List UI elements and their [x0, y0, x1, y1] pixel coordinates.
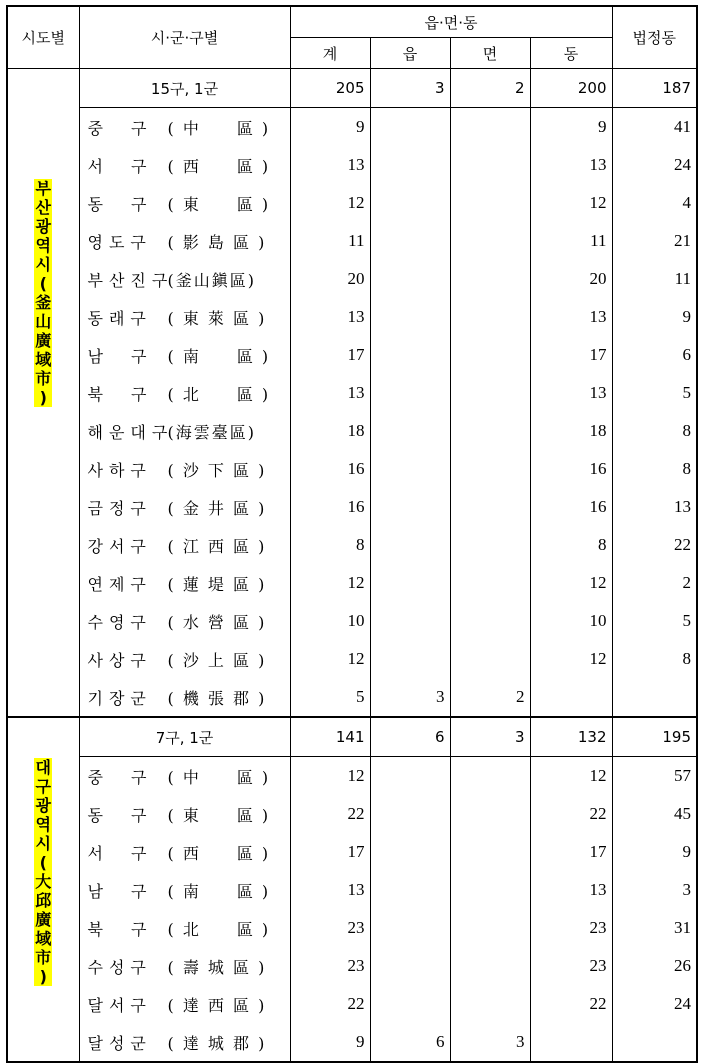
header-beopjeongdong: 법정동 — [612, 6, 697, 69]
cell-dong: 11 — [530, 222, 612, 260]
cell-myeon — [450, 298, 530, 336]
district-name-korean: 서 구 — [87, 843, 153, 863]
region-label-char: ( — [34, 853, 52, 872]
cell-dong: 13 — [530, 374, 612, 412]
region-label-char: ) — [34, 967, 52, 986]
summary-name: 7구, 1군 — [79, 717, 290, 757]
region-label-char: 市 — [35, 369, 52, 388]
district-name-korean: 수성구 — [87, 957, 152, 977]
district-name — [79, 909, 290, 947]
district-name-hanja: ( 達 西 區 ) — [167, 995, 267, 1015]
cell-myeon — [450, 757, 530, 796]
summary-name: 15구, 1군 — [79, 69, 290, 108]
cell-eup — [370, 526, 450, 564]
cell-legal: 2 — [612, 564, 697, 602]
region-label — [7, 69, 79, 718]
cell-eup: 6 — [370, 1023, 450, 1062]
region-label-char: 山 — [35, 312, 52, 331]
district-name-hanja: (釜山鎭區) — [167, 270, 256, 290]
district-name — [79, 985, 290, 1023]
district-name — [79, 298, 290, 336]
cell-dong: 10 — [530, 602, 612, 640]
district-name — [79, 488, 290, 526]
district-name — [79, 947, 290, 985]
cell-total: 20 — [290, 260, 370, 298]
cell-myeon — [450, 488, 530, 526]
cell-total: 13 — [290, 374, 370, 412]
cell-legal: 13 — [612, 488, 697, 526]
header-eupmyeondong: 읍·면·동 — [290, 6, 612, 38]
district-name-hanja: ( 中 區 ) — [167, 767, 271, 787]
district-name-hanja: ( 西 區 ) — [167, 156, 271, 176]
district-name — [79, 336, 290, 374]
cell-myeon — [450, 412, 530, 450]
district-name-hanja: ( 中 區 ) — [167, 118, 271, 138]
cell-legal: 6 — [612, 336, 697, 374]
region-label-char: 廣 — [35, 910, 52, 929]
summary-total: 141 — [290, 717, 370, 757]
district-name-korean: 달서구 — [87, 995, 152, 1015]
cell-total: 12 — [290, 184, 370, 222]
cell-dong: 12 — [530, 564, 612, 602]
cell-legal: 41 — [612, 108, 697, 147]
region-label-char: 市 — [35, 948, 52, 967]
region-label-char: ) — [34, 388, 52, 407]
cell-eup — [370, 602, 450, 640]
cell-legal: 24 — [612, 985, 697, 1023]
summary-row — [7, 69, 697, 108]
cell-legal: 3 — [612, 871, 697, 909]
district-name — [79, 526, 290, 564]
cell-eup — [370, 450, 450, 488]
cell-eup — [370, 222, 450, 260]
table-row — [7, 222, 697, 260]
table-row — [7, 757, 697, 796]
cell-myeon — [450, 564, 530, 602]
cell-total: 16 — [290, 488, 370, 526]
district-name-korean: 동 구 — [87, 805, 153, 825]
cell-dong: 12 — [530, 757, 612, 796]
cell-total: 8 — [290, 526, 370, 564]
cell-legal — [612, 678, 697, 717]
table-row — [7, 871, 697, 909]
cell-legal — [612, 1023, 697, 1062]
cell-total: 9 — [290, 1023, 370, 1062]
region-label-char: 大 — [35, 872, 52, 891]
district-name-korean: 북 구 — [87, 384, 153, 404]
district-name-korean: 부산진구 — [87, 270, 174, 290]
cell-dong — [530, 1023, 612, 1062]
cell-eup — [370, 947, 450, 985]
region-label-text — [34, 179, 52, 407]
district-name-korean: 달성군 — [87, 1033, 152, 1053]
district-name — [79, 678, 290, 717]
region-label-char: 광 — [35, 796, 51, 815]
district-name-hanja: ( 南 區 ) — [167, 881, 271, 901]
region-label-char: 廣 — [35, 331, 52, 350]
cell-myeon — [450, 146, 530, 184]
table-row — [7, 564, 697, 602]
table-row — [7, 640, 697, 678]
summary-myeon: 3 — [450, 717, 530, 757]
cell-legal: 45 — [612, 795, 697, 833]
district-name — [79, 564, 290, 602]
header-sigungu: 시·군·구별 — [79, 6, 290, 69]
cell-eup — [370, 412, 450, 450]
header-total: 계 — [290, 38, 370, 69]
region-label-char: ( — [34, 274, 52, 293]
cell-legal: 24 — [612, 146, 697, 184]
region-label-char: 시 — [35, 255, 51, 274]
district-name-hanja: ( 東 區 ) — [167, 194, 271, 214]
cell-eup — [370, 374, 450, 412]
table-row — [7, 985, 697, 1023]
cell-dong: 16 — [530, 450, 612, 488]
cell-legal: 11 — [612, 260, 697, 298]
cell-eup — [370, 833, 450, 871]
region-label-char: 광 — [35, 217, 51, 236]
region-label — [7, 717, 79, 1062]
cell-myeon — [450, 222, 530, 260]
cell-eup — [370, 640, 450, 678]
district-name-korean: 중 구 — [87, 118, 153, 138]
district-name-korean: 연제구 — [87, 574, 152, 594]
district-name-hanja: ( 東 萊 區 ) — [167, 308, 267, 328]
cell-eup — [370, 108, 450, 147]
table-row — [7, 336, 697, 374]
cell-legal: 8 — [612, 640, 697, 678]
cell-dong: 13 — [530, 871, 612, 909]
cell-dong: 22 — [530, 985, 612, 1023]
district-name-hanja: ( 西 區 ) — [167, 843, 271, 863]
table-row — [7, 488, 697, 526]
table-row — [7, 260, 697, 298]
admin-district-table — [6, 5, 698, 1063]
cell-myeon — [450, 108, 530, 147]
header-myeon: 면 — [450, 38, 530, 69]
district-name — [79, 640, 290, 678]
district-name-hanja: ( 北 區 ) — [167, 384, 271, 404]
cell-myeon — [450, 260, 530, 298]
cell-eup — [370, 146, 450, 184]
district-name-korean: 사하구 — [87, 460, 152, 480]
summary-row — [7, 717, 697, 757]
cell-dong: 18 — [530, 412, 612, 450]
district-name-korean: 강서구 — [87, 536, 152, 556]
cell-eup — [370, 298, 450, 336]
cell-total: 10 — [290, 602, 370, 640]
table-row — [7, 298, 697, 336]
district-name-hanja: ( 蓮 堤 區 ) — [167, 574, 267, 594]
district-name-korean: 중 구 — [87, 767, 153, 787]
district-name-hanja: ( 達 城 郡 ) — [167, 1033, 267, 1053]
cell-myeon — [450, 184, 530, 222]
cell-legal: 31 — [612, 909, 697, 947]
cell-total: 23 — [290, 909, 370, 947]
cell-myeon — [450, 985, 530, 1023]
cell-dong: 9 — [530, 108, 612, 147]
summary-dong: 132 — [530, 717, 612, 757]
district-name — [79, 1023, 290, 1062]
region-label-char: 역 — [35, 815, 51, 834]
cell-eup — [370, 488, 450, 526]
district-name — [79, 146, 290, 184]
cell-myeon — [450, 336, 530, 374]
cell-legal: 8 — [612, 412, 697, 450]
district-name-korean: 금정구 — [87, 498, 152, 518]
cell-myeon — [450, 795, 530, 833]
region-label-char: 대 — [35, 758, 51, 777]
district-name-hanja: ( 金 井 區 ) — [167, 498, 267, 518]
district-name-hanja: ( 沙 下 區 ) — [167, 460, 267, 480]
header-dong: 동 — [530, 38, 612, 69]
table-row — [7, 678, 697, 717]
district-name-korean: 영도구 — [87, 232, 152, 252]
table-row — [7, 947, 697, 985]
cell-myeon — [450, 909, 530, 947]
summary-legal: 187 — [612, 69, 697, 108]
district-name-korean: 서 구 — [87, 156, 153, 176]
summary-myeon: 2 — [450, 69, 530, 108]
cell-eup — [370, 184, 450, 222]
cell-total: 17 — [290, 833, 370, 871]
cell-legal: 9 — [612, 298, 697, 336]
cell-dong: 23 — [530, 947, 612, 985]
table-row — [7, 374, 697, 412]
district-name-korean: 북 구 — [87, 919, 153, 939]
cell-legal: 22 — [612, 526, 697, 564]
cell-dong: 8 — [530, 526, 612, 564]
cell-dong: 12 — [530, 640, 612, 678]
district-name — [79, 795, 290, 833]
region-label-char: 釜 — [35, 293, 52, 312]
district-name-korean: 해운대구 — [87, 422, 174, 442]
cell-myeon — [450, 602, 530, 640]
cell-total: 11 — [290, 222, 370, 260]
cell-myeon — [450, 871, 530, 909]
cell-total: 18 — [290, 412, 370, 450]
district-name — [79, 833, 290, 871]
region-label-char: 역 — [35, 236, 51, 255]
cell-total: 12 — [290, 564, 370, 602]
cell-dong: 17 — [530, 833, 612, 871]
cell-myeon — [450, 374, 530, 412]
table-row — [7, 526, 697, 564]
district-name — [79, 602, 290, 640]
district-name-hanja: ( 江 西 區 ) — [167, 536, 267, 556]
district-name-hanja: ( 南 區 ) — [167, 346, 271, 366]
summary-eup: 3 — [370, 69, 450, 108]
cell-legal: 5 — [612, 374, 697, 412]
cell-dong: 17 — [530, 336, 612, 374]
cell-eup — [370, 260, 450, 298]
cell-myeon — [450, 450, 530, 488]
header-sido: 시도별 — [7, 6, 79, 69]
district-name-korean: 기장군 — [87, 688, 152, 708]
cell-total: 17 — [290, 336, 370, 374]
district-name-hanja: (海雲臺區) — [167, 422, 256, 442]
cell-total: 5 — [290, 678, 370, 717]
cell-total: 22 — [290, 795, 370, 833]
cell-myeon — [450, 640, 530, 678]
district-name — [79, 757, 290, 796]
cell-legal: 5 — [612, 602, 697, 640]
table-row — [7, 412, 697, 450]
district-name-hanja: ( 東 區 ) — [167, 805, 271, 825]
region-label-char: 域 — [35, 929, 52, 948]
cell-total: 22 — [290, 985, 370, 1023]
district-name-hanja: ( 影 島 區 ) — [167, 232, 267, 252]
cell-myeon: 3 — [450, 1023, 530, 1062]
cell-total: 13 — [290, 298, 370, 336]
cell-myeon — [450, 833, 530, 871]
cell-eup — [370, 985, 450, 1023]
cell-eup — [370, 871, 450, 909]
cell-myeon — [450, 526, 530, 564]
district-name-hanja: ( 機 張 郡 ) — [167, 688, 267, 708]
cell-dong: 13 — [530, 298, 612, 336]
district-name — [79, 412, 290, 450]
cell-legal: 9 — [612, 833, 697, 871]
cell-dong: 20 — [530, 260, 612, 298]
region-label-char: 산 — [35, 198, 51, 217]
district-name-korean: 동래구 — [87, 308, 152, 328]
cell-legal: 26 — [612, 947, 697, 985]
table-row — [7, 450, 697, 488]
district-name-hanja: ( 北 區 ) — [167, 919, 271, 939]
district-name-korean: 남 구 — [87, 881, 153, 901]
cell-total: 12 — [290, 640, 370, 678]
cell-eup — [370, 564, 450, 602]
region-label-char: 부 — [35, 179, 51, 198]
table-row — [7, 602, 697, 640]
district-name — [79, 450, 290, 488]
district-name — [79, 871, 290, 909]
cell-legal: 21 — [612, 222, 697, 260]
region-label-char: 邱 — [35, 891, 52, 910]
district-name — [79, 374, 290, 412]
cell-legal: 4 — [612, 184, 697, 222]
cell-dong: 16 — [530, 488, 612, 526]
table-row — [7, 1023, 697, 1062]
cell-eup: 3 — [370, 678, 450, 717]
table-row — [7, 184, 697, 222]
district-name-hanja: ( 沙 上 區 ) — [167, 650, 267, 670]
table-row — [7, 795, 697, 833]
cell-dong: 22 — [530, 795, 612, 833]
region-label-char: 시 — [35, 834, 51, 853]
district-name — [79, 222, 290, 260]
district-name-korean: 동 구 — [87, 194, 153, 214]
district-name-korean: 남 구 — [87, 346, 153, 366]
summary-eup: 6 — [370, 717, 450, 757]
table-body — [7, 69, 697, 1063]
district-name — [79, 260, 290, 298]
cell-total: 13 — [290, 146, 370, 184]
cell-total: 13 — [290, 871, 370, 909]
cell-dong: 13 — [530, 146, 612, 184]
summary-total: 205 — [290, 69, 370, 108]
region-label-text — [34, 758, 52, 986]
cell-legal: 57 — [612, 757, 697, 796]
cell-dong: 23 — [530, 909, 612, 947]
cell-total: 23 — [290, 947, 370, 985]
table-row — [7, 146, 697, 184]
cell-eup — [370, 909, 450, 947]
district-name — [79, 184, 290, 222]
cell-myeon — [450, 947, 530, 985]
district-name-korean: 사상구 — [87, 650, 152, 670]
summary-legal: 195 — [612, 717, 697, 757]
district-name-hanja: ( 水 營 區 ) — [167, 612, 267, 632]
cell-eup — [370, 336, 450, 374]
cell-eup — [370, 795, 450, 833]
cell-total: 12 — [290, 757, 370, 796]
table-row — [7, 108, 697, 147]
table-row — [7, 833, 697, 871]
district-name — [79, 108, 290, 147]
cell-myeon: 2 — [450, 678, 530, 717]
district-name-hanja: ( 壽 城 區 ) — [167, 957, 267, 977]
cell-total: 9 — [290, 108, 370, 147]
cell-legal: 8 — [612, 450, 697, 488]
cell-total: 16 — [290, 450, 370, 488]
summary-dong: 200 — [530, 69, 612, 108]
region-label-char: 구 — [35, 777, 51, 796]
region-label-char: 域 — [35, 350, 52, 369]
cell-dong: 12 — [530, 184, 612, 222]
table-row — [7, 909, 697, 947]
district-name-korean: 수영구 — [87, 612, 152, 632]
header-eup: 읍 — [370, 38, 450, 69]
cell-eup — [370, 757, 450, 796]
cell-dong — [530, 678, 612, 717]
